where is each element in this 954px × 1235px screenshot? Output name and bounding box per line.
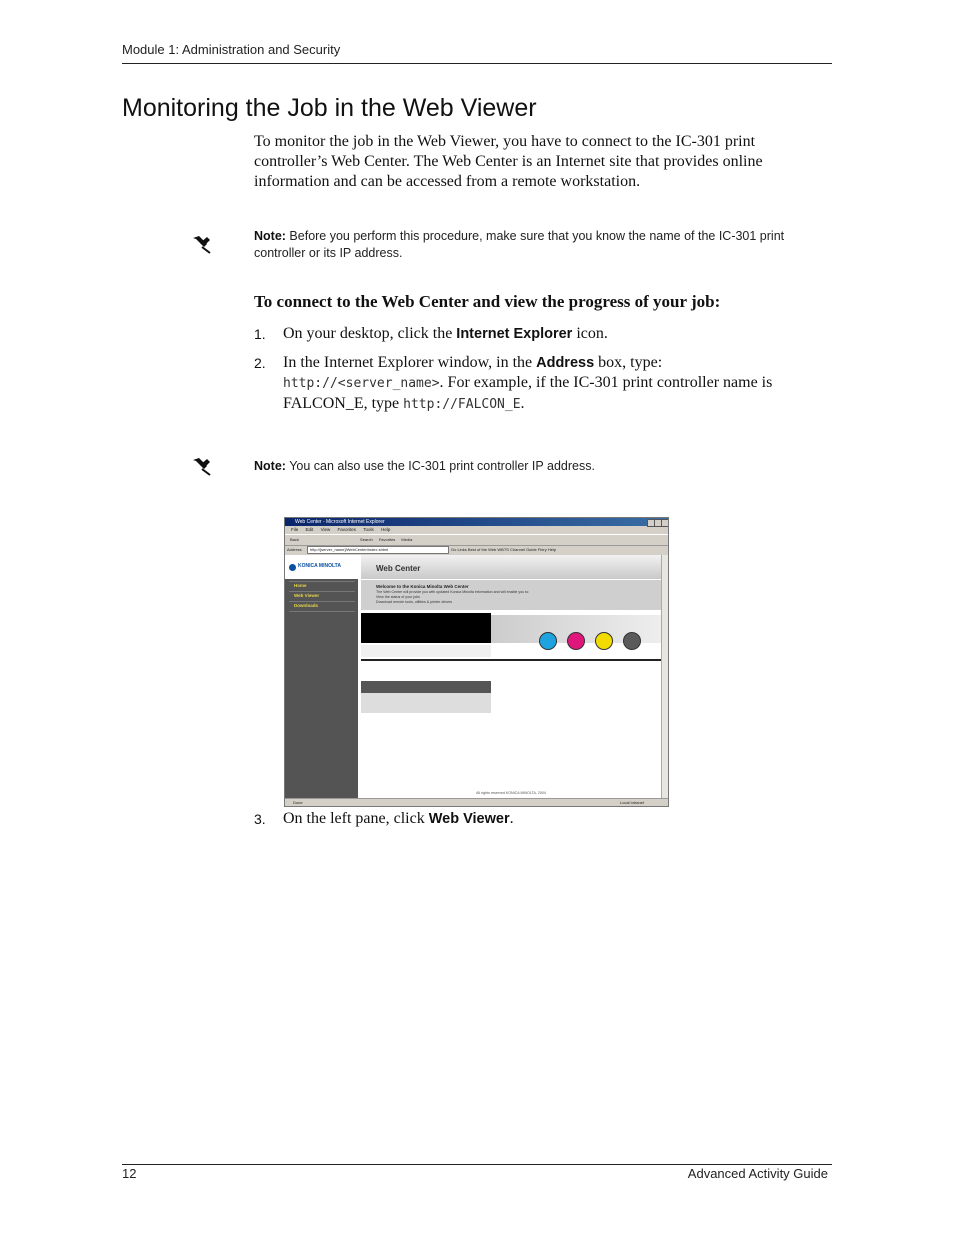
ss-address-field: http://[server_name]/WebCenter/index.shtml (307, 546, 449, 554)
step-text: icon. (572, 325, 608, 342)
ss-menu-help: Help (381, 527, 391, 532)
page-title: Monitoring the Job in the Web Viewer (122, 94, 537, 122)
ss-menu-tools: Tools (363, 527, 374, 532)
ss-welcome-line: Download remote tools, utilities & printer drivers (376, 600, 453, 604)
step-number: 2. (254, 355, 266, 371)
note-prerequisite (254, 228, 814, 262)
ui-term-address: Address (536, 355, 595, 371)
note-ip-address (254, 458, 814, 475)
ss-menu-file: File (291, 527, 299, 532)
ss-nav-divider (289, 601, 355, 602)
ss-content-block (361, 681, 491, 693)
ss-window-title: Web Center - Microsoft Internet Explorer (295, 519, 385, 525)
ui-term-internet-explorer: Internet Explorer (456, 326, 573, 342)
ss-menu-view: View (320, 527, 331, 532)
footer-rule (122, 1164, 832, 1165)
ss-status-done: Done (293, 800, 303, 805)
ss-content-block (361, 693, 491, 713)
note-label: Note: (254, 459, 286, 473)
ss-page-content (285, 555, 661, 798)
ss-logo-mark-icon (289, 564, 296, 571)
ss-nav-divider (289, 591, 355, 592)
ss-banner-image (361, 613, 661, 675)
note-label: Note: (254, 229, 286, 243)
ss-welcome-line: The Web Center will provide you with updated Konica Minolta information and will enable you to: (376, 590, 530, 594)
ss-logo-text: KONICA MINOLTA (298, 563, 341, 569)
ss-banner-line (361, 659, 661, 661)
ss-sidebar (285, 555, 358, 798)
ss-cyan-dot (539, 632, 557, 650)
ss-main-title: Web Center (376, 564, 421, 573)
step-text: . For example, if the IC-301 print controller name is FALCON_E, type (283, 374, 773, 412)
ss-menu-favorites: Favorites (337, 527, 357, 532)
procedure-heading: To connect to the Web Center and view the progress of your job: (254, 292, 721, 311)
step-number: 3. (254, 811, 266, 827)
ss-logo (285, 555, 358, 579)
footer-title: Advanced Activity Guide (687, 1166, 828, 1181)
ss-yellow-dot (595, 632, 613, 650)
ss-nav-divider (289, 581, 355, 582)
ss-banner-gray2 (361, 645, 491, 657)
ui-term-web-viewer: Web Viewer (428, 811, 510, 827)
ss-links-bar: Go Links Best of the Web WBTS Channel Guide Fiery Help (451, 547, 557, 552)
ss-statusbar (285, 798, 668, 807)
code-server-url: http://<server_name> (283, 376, 440, 391)
ss-main-header (361, 555, 661, 579)
ss-media-button: Media (401, 537, 413, 542)
header-rule (122, 63, 832, 64)
page-number: 12 (122, 1166, 137, 1181)
pushpin-icon (190, 233, 214, 255)
ss-scrollbar (661, 555, 668, 798)
ss-favorites-button: Favorites (378, 537, 396, 542)
running-head: Module 1: Administration and Security (122, 42, 341, 57)
ss-status-zone: Local intranet (620, 800, 645, 805)
ss-black-dot (623, 632, 641, 650)
ss-address-label: Address (287, 547, 302, 552)
note-text: Before you perform this procedure, make sure that you know the name of the IC-301 print controller or its IP address. (254, 229, 785, 260)
note-text: You can also use the IC-301 print controller IP address. (285, 459, 595, 473)
step-text: On your desktop, click the (283, 325, 457, 342)
ss-menubar (285, 526, 668, 534)
ss-nav-home: Home (294, 583, 307, 588)
ss-page-footer: All rights reserved KONICA MINOLTA, 2004 (476, 791, 546, 795)
pushpin-icon (190, 455, 214, 477)
ss-back-button: Back (290, 537, 299, 542)
ss-menu-edit: Edit (305, 527, 314, 532)
ss-search-button: Search (360, 537, 373, 542)
ss-welcome-box (361, 580, 661, 610)
step-number: 1. (254, 326, 266, 342)
ss-magenta-dot (567, 632, 585, 650)
step-text: . (509, 810, 514, 827)
intro-paragraph: To monitor the job in the Web Viewer, you have to connect to the IC-301 print controller’s Web Center. The Web Center is an Internet site that provides online information and can be accessed from a remote workstation. (254, 133, 763, 190)
step-text: In the Internet Explorer window, in the (283, 354, 537, 371)
step-text: On the left pane, click (283, 810, 429, 827)
ss-welcome-title: Welcome to the Konica Minolta Web Center (376, 584, 469, 589)
step-text: . (520, 395, 525, 412)
ss-nav-web-viewer: Web Viewer (294, 593, 320, 598)
code-example-url: http://FALCON_E (403, 397, 521, 412)
web-center-screenshot (284, 517, 669, 807)
ss-addressbar (285, 545, 668, 554)
ss-nav-downloads: Downloads (294, 603, 319, 608)
ss-banner-black (361, 613, 491, 643)
ss-nav-divider (289, 611, 355, 612)
ss-titlebar (285, 518, 668, 526)
step-text: box, type: (594, 354, 663, 371)
ss-welcome-line: View the status of your jobs (376, 595, 420, 599)
